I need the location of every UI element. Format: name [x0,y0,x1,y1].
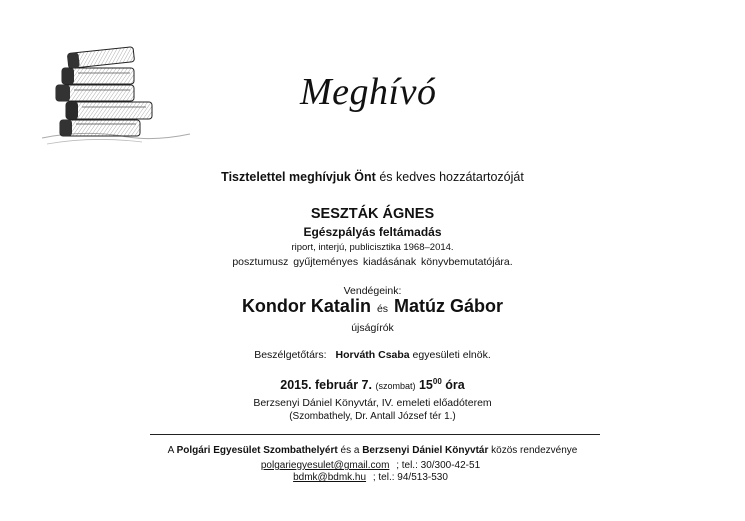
phone-2: ; tel.: 94/513-530 [372,472,448,483]
event-date: 2015. február 7. [280,378,372,393]
organizers-line [0,445,745,456]
intro-bold: Tisztelettel meghívjuk Önt [221,170,376,184]
phone-1: ; tel.: 30/300-42-51 [396,460,481,471]
venue-name: Berzsenyi Dániel Könyvtár, IV. emeleti előadóterem [253,397,492,409]
event-minutes: 00 [432,377,442,386]
contact-line-2 [0,472,745,483]
intro-rest: és kedves hozzátartozóját [379,170,524,184]
contact-line-1 [0,460,745,471]
event-occasion: posztumusz gyűjteményes kiadásának könyvbemutatójára. [232,256,513,268]
event-datetime [0,377,745,392]
moderator-label: Beszélgetőtárs: [254,349,327,361]
footer-and: és a [340,445,360,456]
guests-and: és [376,303,389,315]
moderator-line [0,349,745,361]
organizer-1: Polgári Egyesület Szombathelyért [176,445,338,456]
guests-label: Vendégeink: [343,285,402,297]
invitation-title: Meghívó [300,71,437,113]
book-title: Egészpályás feltámadás [303,225,442,239]
book-subtitle: riport, interjú, publicisztika 1968–2014. [291,242,454,253]
email-link-1[interactable]: polgariegyesulet@gmail.com [260,460,390,471]
guests-role: újságírók [351,322,394,334]
moderator-name: Horváth Csaba [335,349,410,361]
moderator-role: egyesületi elnök. [412,349,491,361]
author-name: SESZTÁK ÁGNES [310,206,435,222]
organizer-2: Berzsenyi Dániel Könyvtár [362,445,489,456]
footer-prefix: A [167,445,174,456]
guest-1: Kondor Katalin [241,296,371,316]
guest-2: Matúz Gábor [394,296,504,316]
event-hour: 15 [418,378,433,393]
event-day: (szombat) [375,381,416,392]
venue-address: (Szombathely, Dr. Antall József tér 1.) [289,411,456,422]
footer-divider [150,434,600,435]
intro-line [0,170,745,184]
email-link-2[interactable]: bdmk@bdmk.hu [293,472,367,483]
event-time-unit: óra [445,378,465,393]
books-illustration [42,38,192,150]
guests-names [0,296,745,317]
footer-suffix: közös rendezvénye [491,445,578,456]
